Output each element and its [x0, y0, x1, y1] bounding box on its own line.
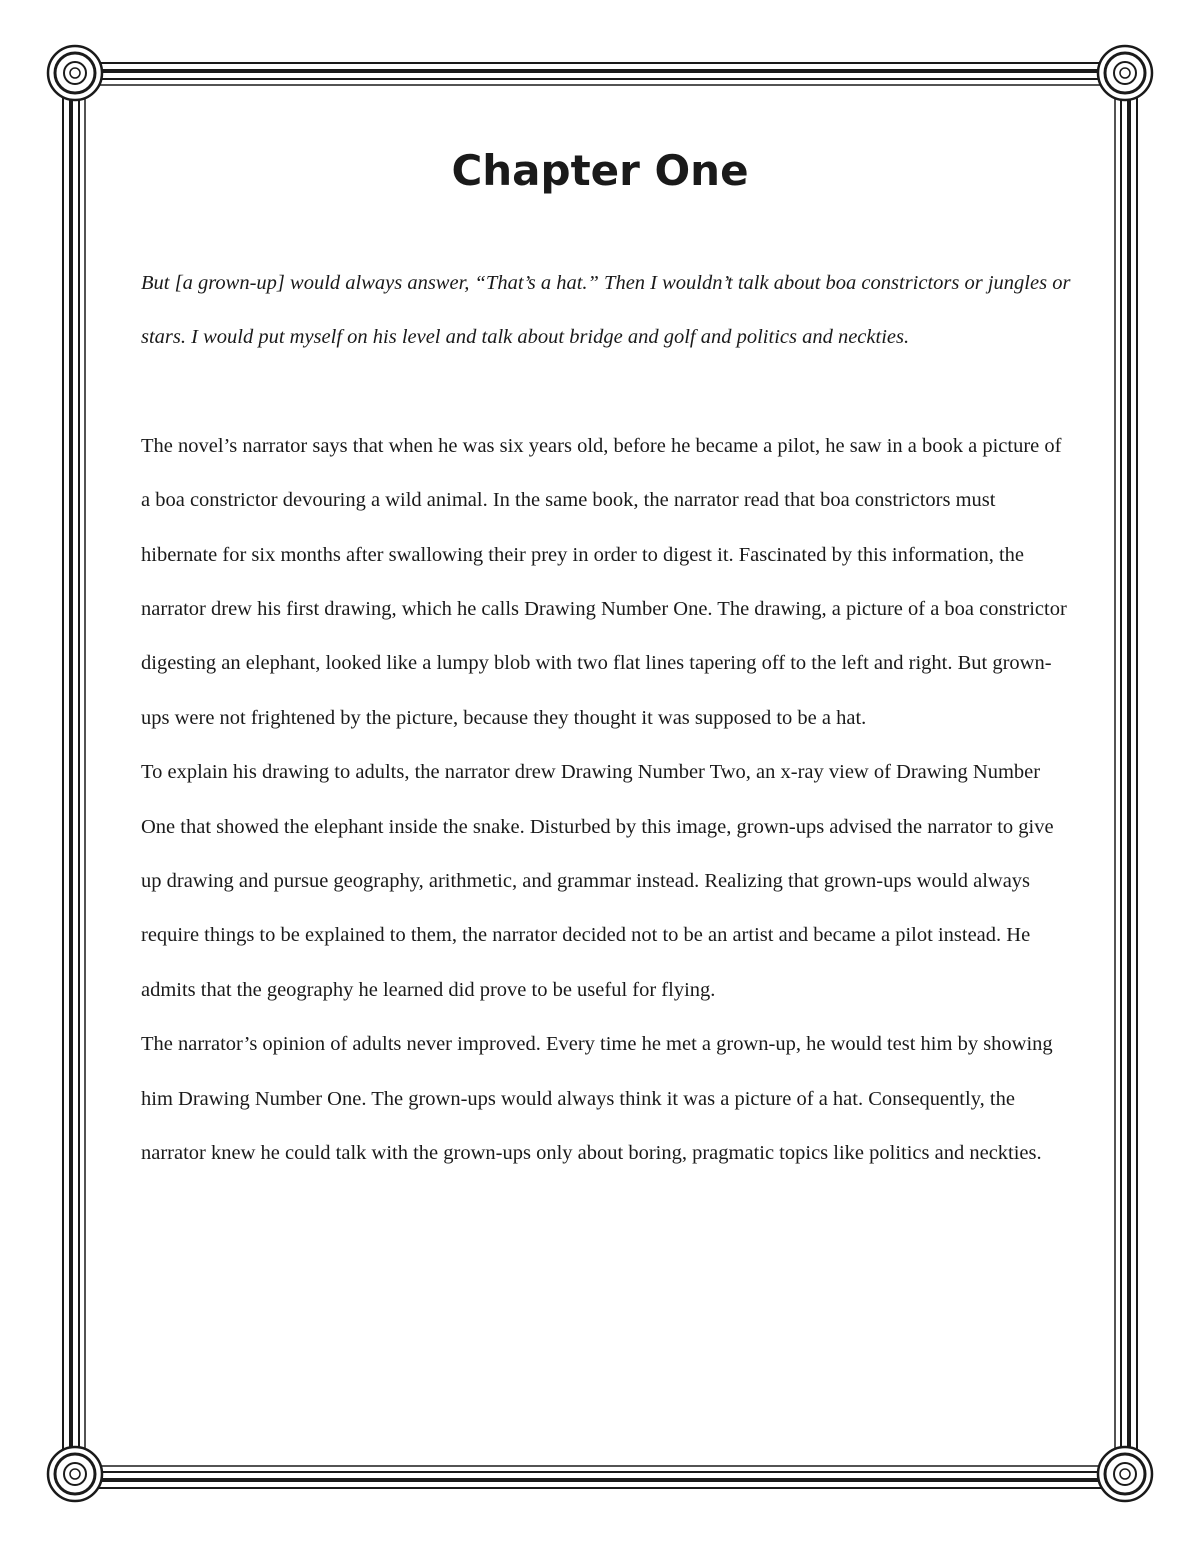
body-paragraph-1: The novel’s narrator says that when he was six years old, before he became a pilot, he saw in a book a picture of a boa constrictor devouring a wild animal. In the same book, the narrator read that boa constrictors must hibernate for six months after swallowing their prey in order to digest it. Fascinated by this information, the narrator drew his first drawing, which he calls Drawing Number One. The drawing, a picture of a boa constrictor digesting an elephant, looked like a lumpy blob with two flat lines tapering off to the left and right. But grown-ups were not frightened by the picture, because they thought it was supposed to be a hat.: [141, 434, 1067, 729]
corner-ornament-bottom-right: [1098, 1447, 1152, 1501]
epigraph-quote: But [a grown-up] would always answer, “That’s a hat.” Then I wouldn’t talk about boa constrictors or jungles or stars. I would put myself on his level and talk about bridge and golf and politics and neckties.: [141, 272, 1071, 349]
chapter-title: Chapter One: [451, 146, 749, 195]
chapter-body: [141, 256, 1071, 1181]
body-paragraph-2: To explain his drawing to adults, the narrator drew Drawing Number Two, an x-ray view of Drawing Number One that showed the elephant inside the snake. Disturbed by this image, grown-ups advised the narrator to give up drawing and pursue geography, arithmetic, and grammar instead. Realizing that grown-ups would always require things to be explained to them, the narrator decided not to be an artist and became a pilot instead. He admits that the geography he learned did prove to be useful for flying.: [141, 761, 1054, 1001]
body-paragraph-3: The narrator’s opinion of adults never improved. Every time he met a grown-up, he would test him by showing him Drawing Number One. The grown-ups would always think it was a picture of a hat. Consequently, the narrator knew he could talk with the grown-ups only about boring, pragmatic topics like politics and neckties.: [141, 1033, 1053, 1165]
corner-ornament-top-left: [48, 46, 102, 100]
corner-ornament-bottom-left: [48, 1447, 102, 1501]
corner-ornament-top-right: [1098, 46, 1152, 100]
